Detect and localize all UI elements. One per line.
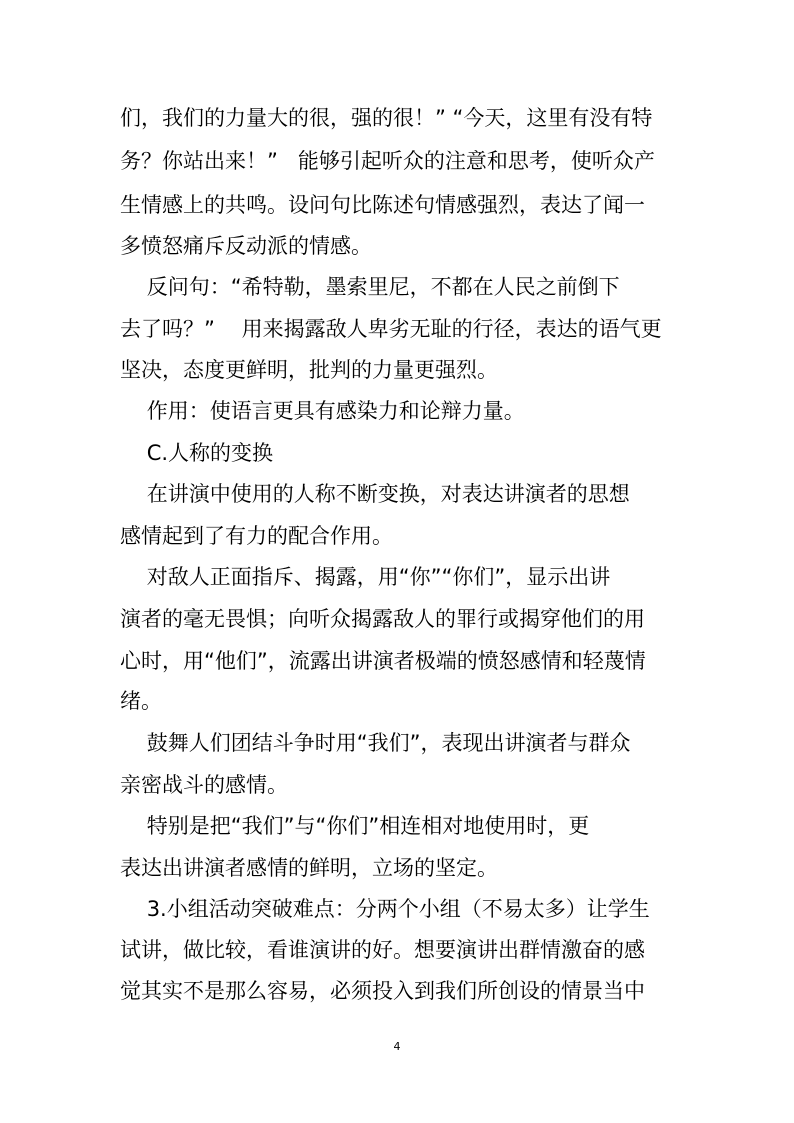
text-line: 作用：使语言更具有感染力和论辩力量。 [120,399,525,423]
text-line: 对敌人正面指斥、揭露，用“你”“你们”，显示出讲 [120,565,611,589]
text-line: 感情起到了有力的配合作用。 [120,524,393,548]
text-line: 觉其实不是那么容易，必须投入到我们所创设的情景当中 [120,979,645,1003]
text-line: 表达出讲演者感情的鲜明，立场的坚定。 [120,856,498,880]
text-line: 在讲演中使用的人称不断变换，对表达讲演者的思想 [120,482,630,506]
text-line: 绪。 [120,689,162,713]
text-line: 试讲，做比较，看谁演讲的好。想要演讲出群情激奋的感 [120,938,645,962]
text-line: 特别是把“我们”与“你们”相连相对地使用时，更 [120,814,590,838]
text-line: 坚决，态度更鲜明，批判的力量更强烈。 [120,358,498,382]
text-line: 们，我们的力量大的很，强的很！” “今天，这里有没有特 [120,106,653,130]
text-line: 心时，用“他们”，流露出讲演者极端的愤怒感情和轻蔑情 [120,649,646,673]
text-line: 鼓舞人们团结斗争时用“我们”，表现出讲演者与群众 [120,731,631,755]
text-line: 多愤怒痛斥反动派的情感。 [120,234,372,258]
page-number: 4 [393,1040,401,1053]
text-line: 去了吗？” 用来揭露敌人卑劣无耻的行径，表达的语气更 [120,317,662,341]
text-line: C.人称的变换 [120,441,274,465]
text-line: 务？你站出来！” 能够引起听众的注意和思考，使听众产 [120,149,655,173]
text-line: 亲密战斗的感情。 [120,773,288,797]
text-line: 3.小组活动突破难点：分两个小组（不易太多）让学生 [120,897,650,921]
text-line: 反问句：“希特勒，墨索里尼，不都在人民之前倒下 [120,275,620,299]
text-line: 生情感上的共鸣。设问句比陈述句情感强烈，表达了闻一 [120,193,645,217]
text-line: 演者的毫无畏惧；向听众揭露敌人的罪行或揭穿他们的用 [120,607,645,631]
